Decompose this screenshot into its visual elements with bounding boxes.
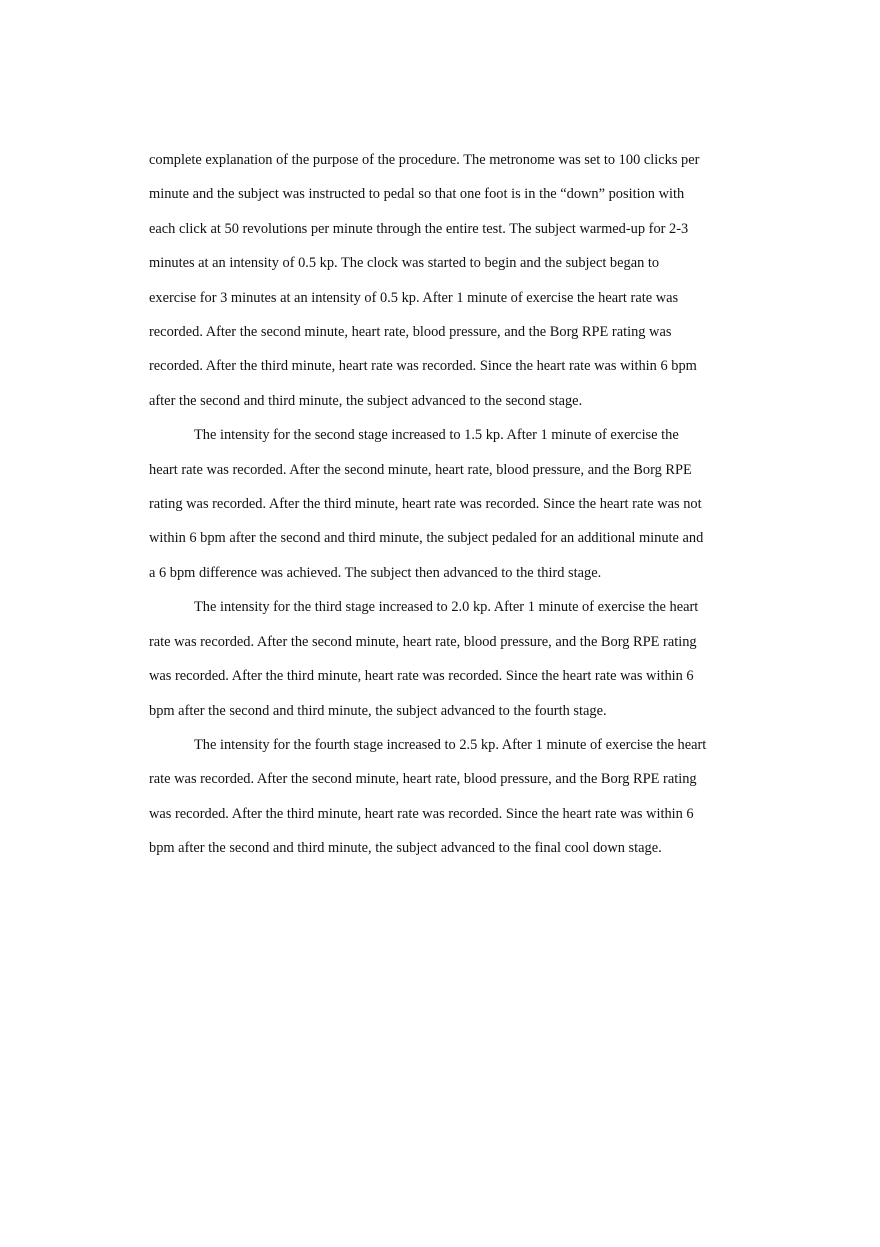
text-line: rate was recorded. After the second minute, heart rate, blood pressure, and the Borg RPE rating: [149, 771, 697, 788]
text-line: The intensity for the second stage increased to 1.5 kp. After 1 minute of exercise the: [194, 427, 679, 444]
paragraph-1: [149, 143, 734, 418]
text-line: after the second and third minute, the subject advanced to the second stage.: [149, 392, 583, 409]
text-line: each click at 50 revolutions per minute through the entire test. The subject warmed-up for 2-3: [149, 220, 689, 237]
text-line: The intensity for the third stage increased to 2.0 kp. After 1 minute of exercise the heart: [194, 599, 699, 616]
text-line: bpm after the second and third minute, the subject advanced to the final cool down stage.: [149, 840, 662, 857]
paragraph-3: [149, 590, 734, 728]
text-line: was recorded. After the third minute, heart rate was recorded. Since the heart rate was within 6: [149, 805, 694, 822]
text-line: a 6 bpm difference was achieved. The subject then advanced to the third stage.: [149, 564, 602, 581]
text-line: within 6 bpm after the second and third minute, the subject pedaled for an additional minute and: [149, 530, 704, 547]
text-line: minute and the subject was instructed to pedal so that one foot is in the “down” position with: [149, 186, 685, 203]
text-line: recorded. After the third minute, heart rate was recorded. Since the heart rate was within 6 bpm: [149, 358, 697, 375]
text-line: bpm after the second and third minute, the subject advanced to the fourth stage.: [149, 702, 607, 719]
text-line: rate was recorded. After the second minute, heart rate, blood pressure, and the Borg RPE rating: [149, 633, 697, 650]
body-text: [149, 143, 734, 866]
paragraph-2: [149, 418, 734, 590]
text-line: exercise for 3 minutes at an intensity of 0.5 kp. After 1 minute of exercise the heart rate was: [149, 289, 679, 306]
text-line: rating was recorded. After the third minute, heart rate was recorded. Since the heart rate was not: [149, 496, 702, 513]
text-line: complete explanation of the purpose of the procedure. The metronome was set to 100 clicks per: [149, 152, 700, 168]
text-line: minutes at an intensity of 0.5 kp. The clock was started to begin and the subject began to: [149, 255, 660, 272]
paragraph-4: [149, 728, 734, 866]
text-line: The intensity for the fourth stage increased to 2.5 kp. After 1 minute of exercise the heart: [194, 736, 707, 753]
text-line: recorded. After the second minute, heart rate, blood pressure, and the Borg RPE rating was: [149, 324, 672, 341]
text-line: heart rate was recorded. After the second minute, heart rate, blood pressure, and the Borg RPE: [149, 461, 692, 478]
text-line: was recorded. After the third minute, heart rate was recorded. Since the heart rate was within 6: [149, 668, 694, 685]
